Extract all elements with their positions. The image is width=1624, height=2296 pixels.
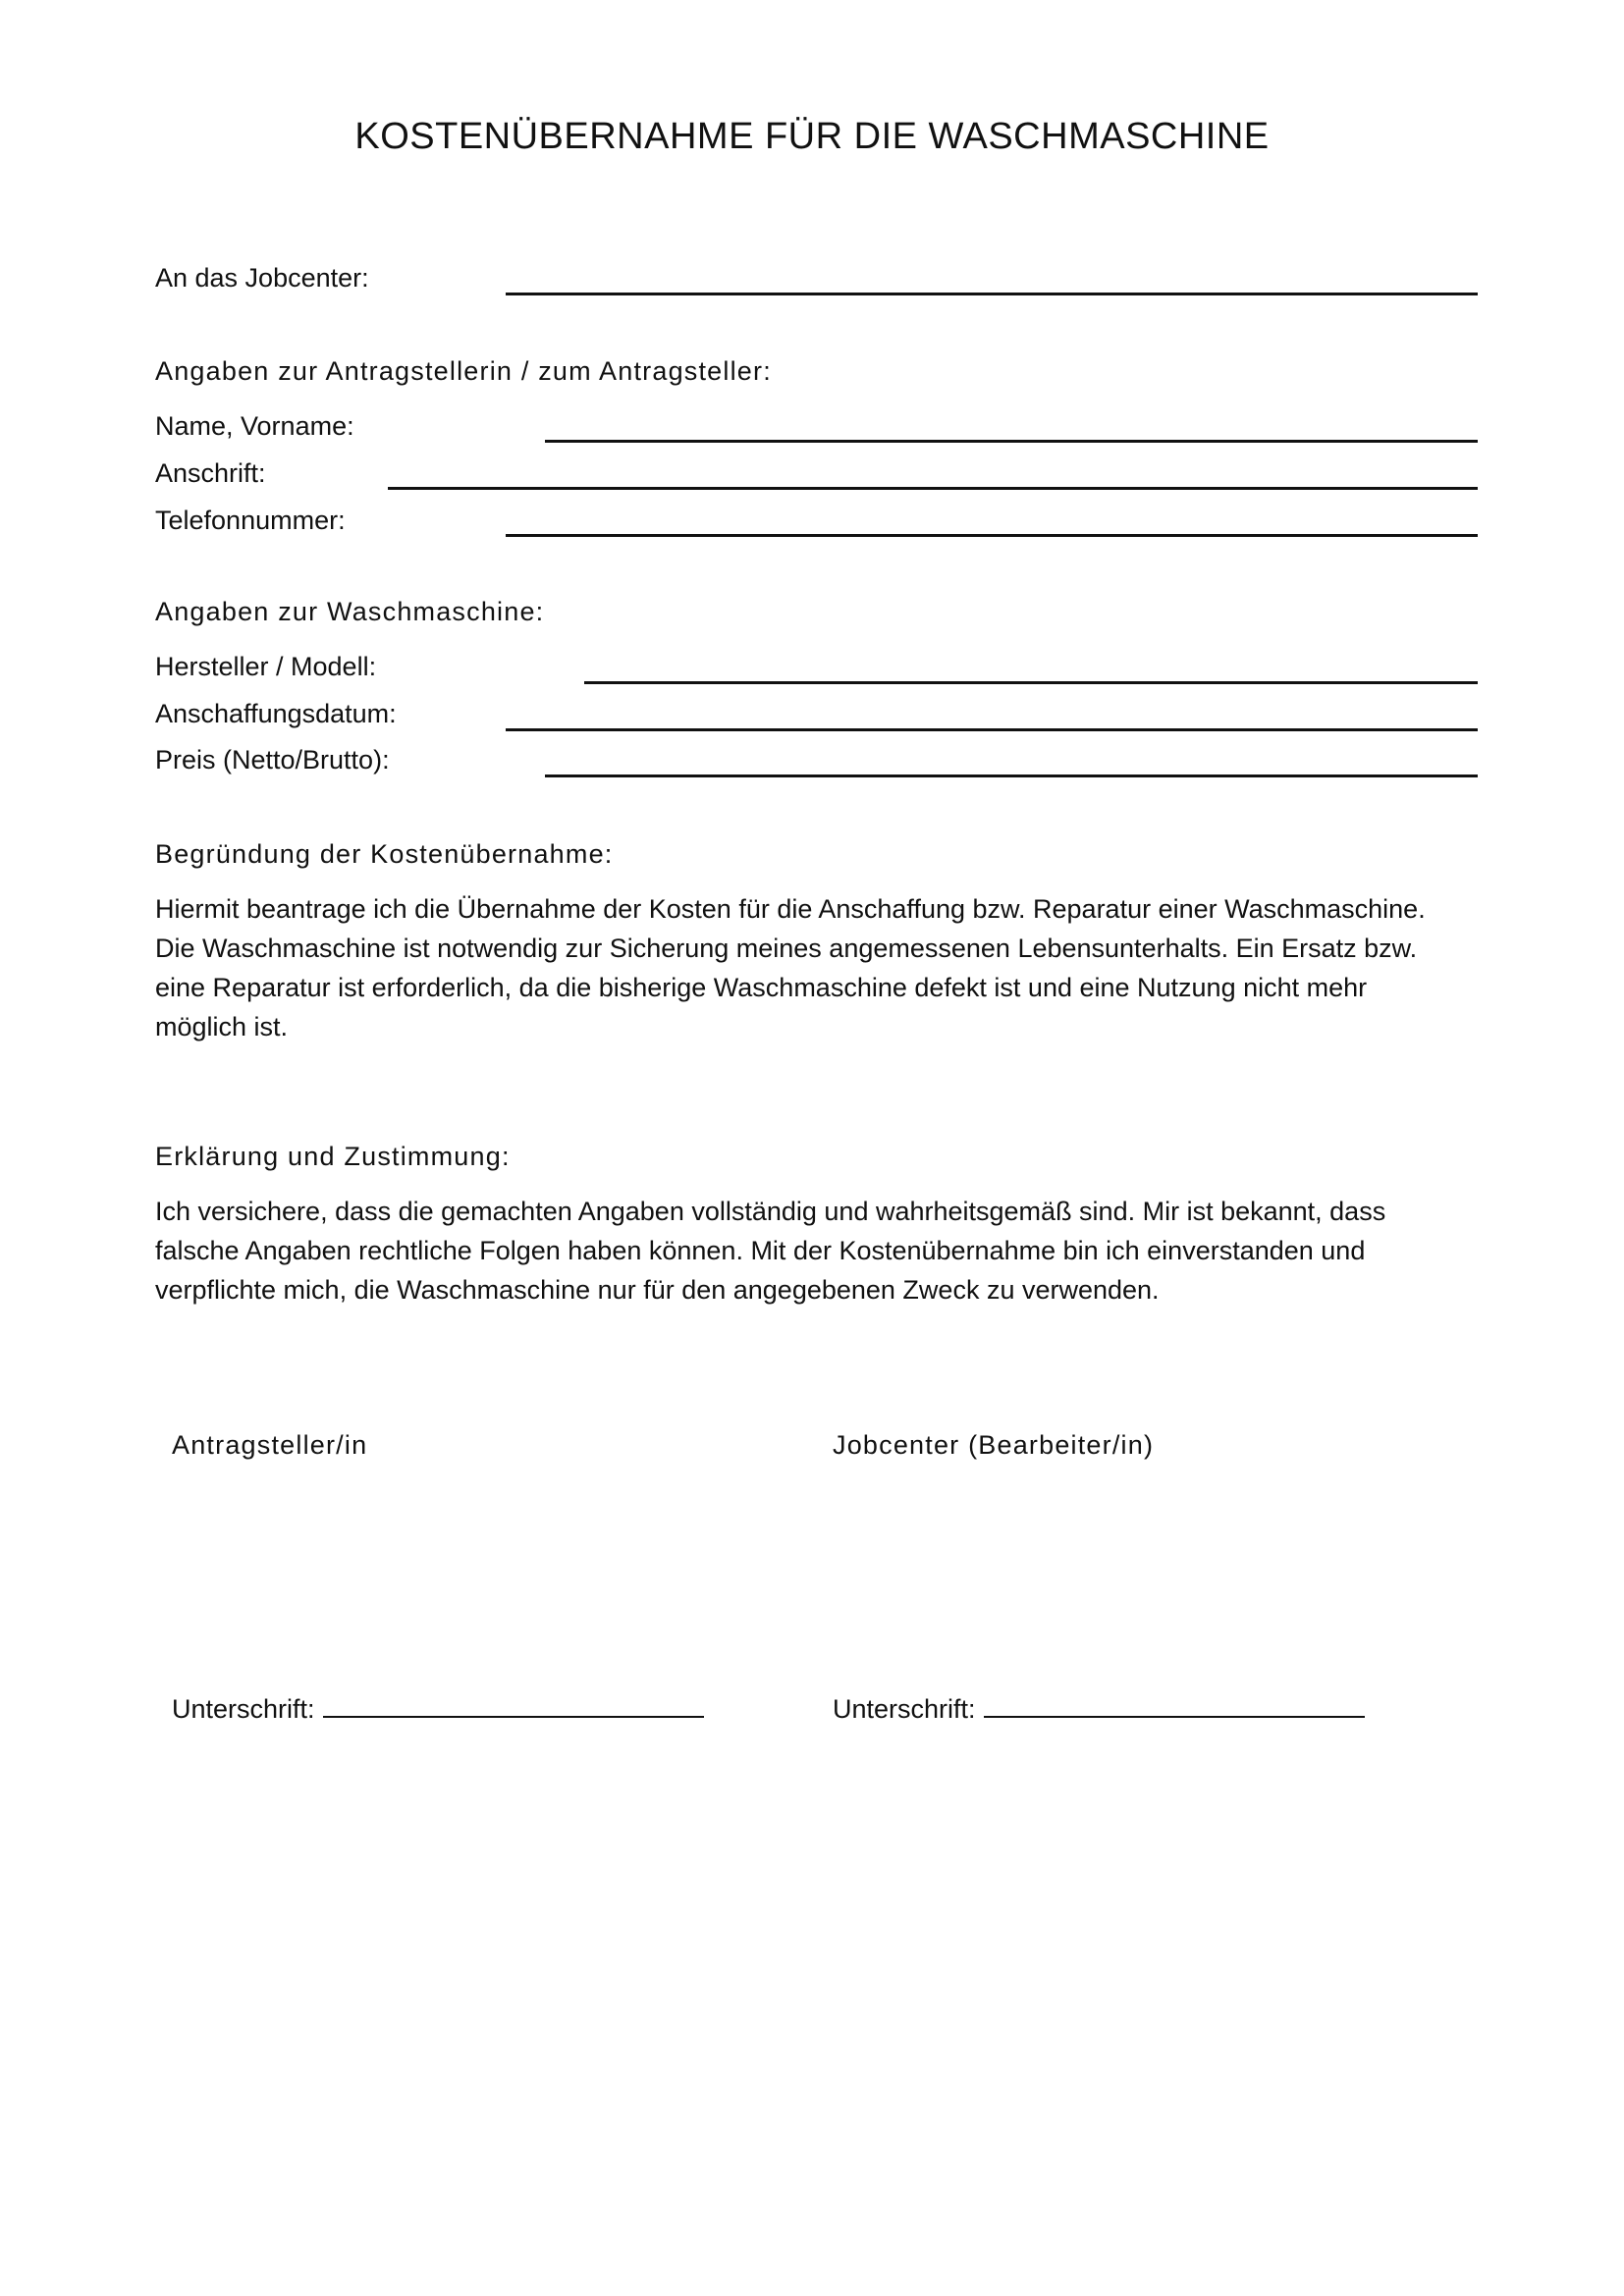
declaration-heading: Erklärung und Zustimmung: [155, 1142, 511, 1171]
manufacturer-input-line[interactable] [584, 681, 1478, 684]
jobcenter-signature-heading: Jobcenter (Bearbeiter/in) [833, 1430, 1155, 1460]
applicant-signature-row [172, 1694, 704, 1725]
name-input-line[interactable] [545, 440, 1478, 443]
purchase-date-input-line[interactable] [506, 728, 1478, 731]
justification-line: Die Waschmaschine ist notwendig zur Sicherung meines angemessenen Lebensunterhalts. Ein Ersatz bzw. [155, 934, 1418, 963]
name-label: Name, Vorname: [155, 411, 354, 441]
machine-section-heading: Angaben zur Waschmaschine: [155, 597, 545, 626]
address-input-line[interactable] [388, 487, 1478, 490]
price-label: Preis (Netto/Brutto): [155, 745, 390, 774]
applicant-signature-field[interactable] [323, 1694, 704, 1718]
justification-line: eine Reparatur ist erforderlich, da die bisherige Waschmaschine defekt ist und eine Nutzung nicht mehr [155, 973, 1368, 1002]
jobcenter-signature-label: Unterschrift: [833, 1694, 976, 1724]
price-input-line[interactable] [545, 774, 1478, 777]
jobcenter-signature-row [833, 1694, 1365, 1725]
declaration-text [155, 1192, 1490, 1309]
phone-label: Telefonnummer: [155, 506, 346, 535]
declaration-line: verpflichte mich, die Waschmaschine nur für den angegebenen Zweck zu verwenden. [155, 1275, 1160, 1305]
address-label: Anschrift: [155, 458, 266, 488]
justification-line: möglich ist. [155, 1012, 289, 1041]
phone-input-line[interactable] [506, 534, 1478, 537]
justification-heading: Begründung der Kostenübernahme: [155, 839, 614, 869]
jobcenter-input-line[interactable] [506, 293, 1478, 295]
document-title: KOSTENÜBERNAHME FÜR DIE WASCHMASCHINE [354, 116, 1270, 157]
jobcenter-signature-field[interactable] [984, 1694, 1365, 1718]
declaration-line: Ich versichere, dass die gemachten Angaben vollständig und wahrheitsgemäß sind. Mir ist bekannt, dass [155, 1197, 1386, 1226]
applicant-signature-label: Unterschrift: [172, 1694, 315, 1724]
justification-line: Hiermit beantrage ich die Übernahme der Kosten für die Anschaffung bzw. Reparatur einer Waschmaschine. [155, 894, 1426, 924]
applicant-signature-heading: Antragsteller/in [172, 1430, 368, 1460]
purchase-date-label: Anschaffungsdatum: [155, 699, 397, 728]
applicant-section-heading: Angaben zur Antragstellerin / zum Antragsteller: [155, 356, 772, 386]
declaration-line: falsche Angaben rechtliche Folgen haben können. Mit der Kostenübernahme bin ich einverstanden und [155, 1236, 1366, 1265]
jobcenter-label: An das Jobcenter: [155, 263, 369, 293]
manufacturer-label: Hersteller / Modell: [155, 652, 377, 681]
justification-text [155, 889, 1490, 1046]
